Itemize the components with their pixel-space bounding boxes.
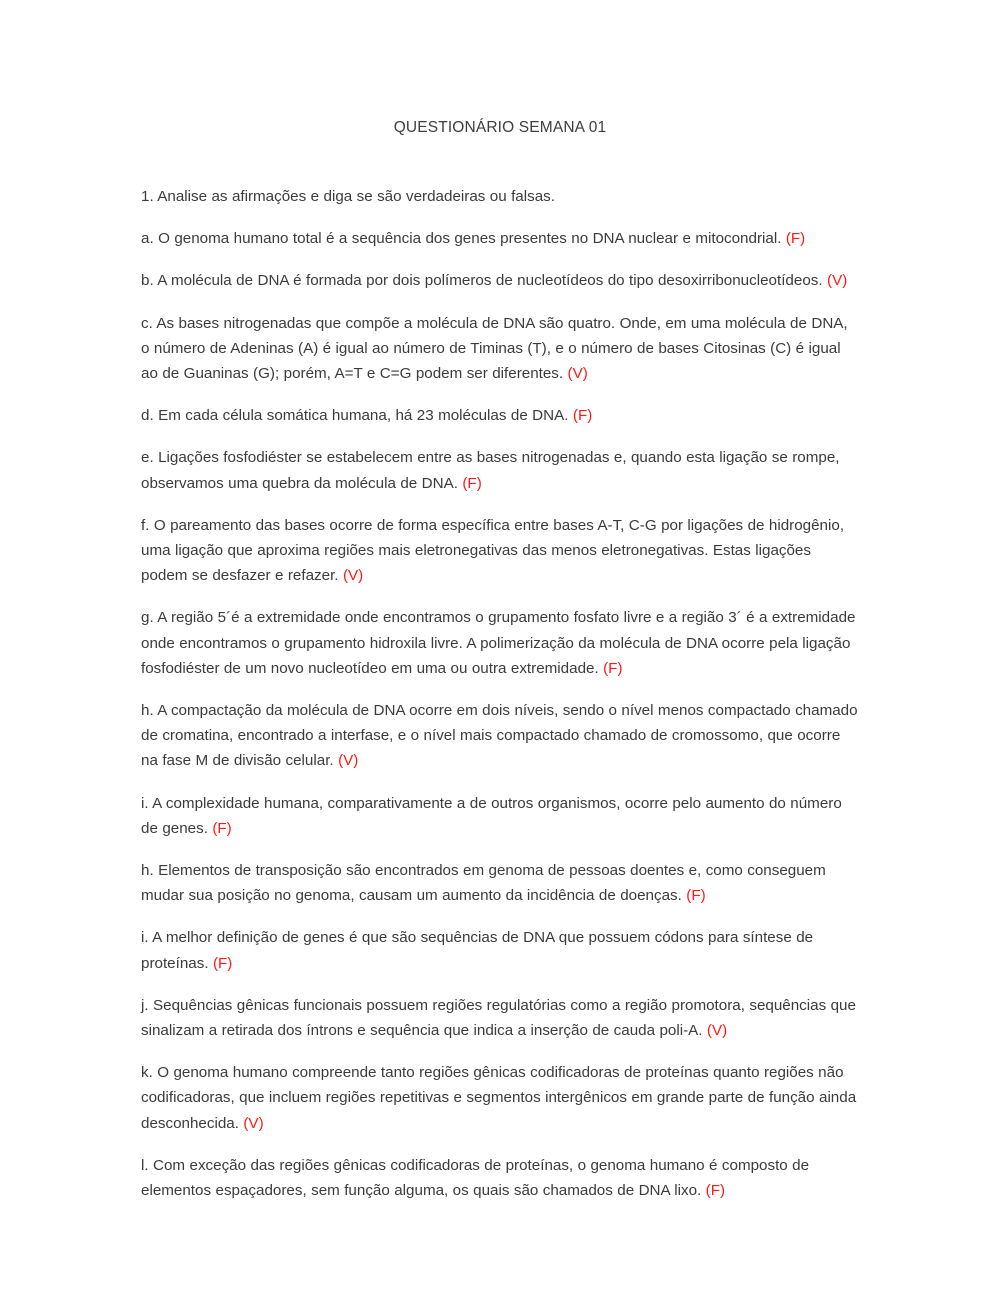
statement-i-second-text: i. A melhor definição de genes é que são sequências de DNA que possuem códons para síntese de proteínas. — [141, 929, 814, 972]
statement-h — [141, 698, 859, 774]
statement-h-second-answer: (F) — [686, 887, 706, 905]
statement-d — [141, 403, 859, 428]
statement-b-answer: (V) — [827, 272, 848, 290]
statement-e — [141, 445, 859, 495]
statement-a — [141, 226, 859, 251]
page-title: QUESTIONÁRIO SEMANA 01 — [393, 119, 607, 136]
statement-e-answer: (F) — [462, 474, 482, 492]
statement-i-second — [141, 925, 859, 975]
statement-g-text: g. A região 5´é a extremidade onde encontramos o grupamento fosfato livre e a região 3´ é a extremidade onde encontramos o grupamento hidroxila livre. A polimerização da molécula de DNA ocorre pela ligação fosfodiéster de um novo nucleotídeo em uma ou outra extremidade. — [141, 609, 856, 677]
statement-h-answer: (V) — [338, 752, 359, 770]
statement-j-text: j. Sequências gênicas funcionais possuem regiões regulatórias como a região promotora, sequências que sinalizam a retirada dos íntrons e sequência que indica a inserção de cauda poli-A. — [141, 996, 856, 1040]
statement-k — [141, 1060, 859, 1136]
statement-g — [141, 605, 859, 681]
statement-f-text: f. O pareamento das bases ocorre de forma específica entre bases A-T, C-G por ligações de hidrogênio, uma ligação que aproxima regiões mais eletronegativas das menos eletronegativas. Estas ligações podem se desfazer e refazer. — [141, 516, 845, 585]
statement-f-answer: (V) — [342, 567, 364, 585]
statement-l-text: l. Com exceção das regiões gênicas codificadoras de proteínas, o genoma humano é composto de elementos espaçadores, sem função alguma, os quais são chamados de DNA lixo. — [141, 1156, 810, 1200]
statement-e-text: e. Ligações fosfodiéster se estabelecem entre as bases nitrogenadas e, quando esta ligação se rompe, observamos uma quebra da molécula de DNA. — [141, 449, 840, 492]
statement-b — [141, 268, 859, 293]
statement-k-answer: (V) — [243, 1114, 264, 1132]
statement-d-answer: (F) — [572, 407, 593, 425]
statement-g-answer: (F) — [603, 659, 623, 677]
statement-d-text: d. Em cada célula somática humana, há 23 moléculas de DNA. — [141, 407, 569, 425]
statement-h-second-text: h. Elementos de transposição são encontrados em genoma de pessoas doentes e, como conseguem mudar sua posição no genoma, causam um aumento da incidência de doenças. — [141, 862, 826, 905]
statement-c — [141, 311, 859, 387]
statement-j-answer: (V) — [706, 1022, 728, 1040]
statement-i-text: i. A complexidade humana, comparativamente a de outros organismos, ocorre pelo aumento do número de genes. — [141, 794, 842, 837]
statement-i-answer: (F) — [212, 819, 232, 837]
statement-k-text: k. O genoma humano compreende tanto regiões gênicas codificadoras de proteínas quanto regiões não codificadoras, que incluem regiões repetitivas e segmentos intergênicos em grande parte de função ainda desconhecida. — [141, 1064, 857, 1132]
question-prompt: 1. Analise as afirmações e diga se são verdadeiras ou falsas. — [141, 188, 555, 205]
statement-h-text: h. A compactação da molécula de DNA ocorre em dois níveis, sendo o nível menos compactado chamado de cromatina, encontrado a interfase, e o nível mais compactado chamado de cromossomo, que ocorre na fase M de divisão celular. — [141, 702, 858, 770]
statement-c-answer: (V) — [567, 365, 588, 383]
statement-l-answer: (F) — [705, 1182, 726, 1200]
statement-b-text: b. A molécula de DNA é formada por dois polímeros de nucleotídeos do tipo desoxirribonucleotídeos. — [141, 272, 823, 290]
document-body — [141, 184, 859, 1203]
statement-i — [141, 791, 859, 841]
statement-f — [141, 513, 859, 589]
statement-a-answer: (F) — [785, 230, 806, 248]
statement-i-second-answer: (F) — [212, 954, 233, 972]
statement-j — [141, 993, 859, 1043]
statement-a-text: a. O genoma humano total é a sequência dos genes presentes no DNA nuclear e mitocondrial. — [141, 230, 782, 248]
statement-c-text: c. As bases nitrogenadas que compõe a molécula de DNA são quatro. Onde, em uma molécula de DNA, o número de Adeninas (A) é igual ao número de Timinas (T), e o número de bases Citosinas (C) é igual ao de Guaninas (G); porém, A=T e C=G podem ser diferentes. — [141, 314, 848, 383]
statement-l — [141, 1153, 859, 1203]
statement-h-second — [141, 858, 859, 908]
